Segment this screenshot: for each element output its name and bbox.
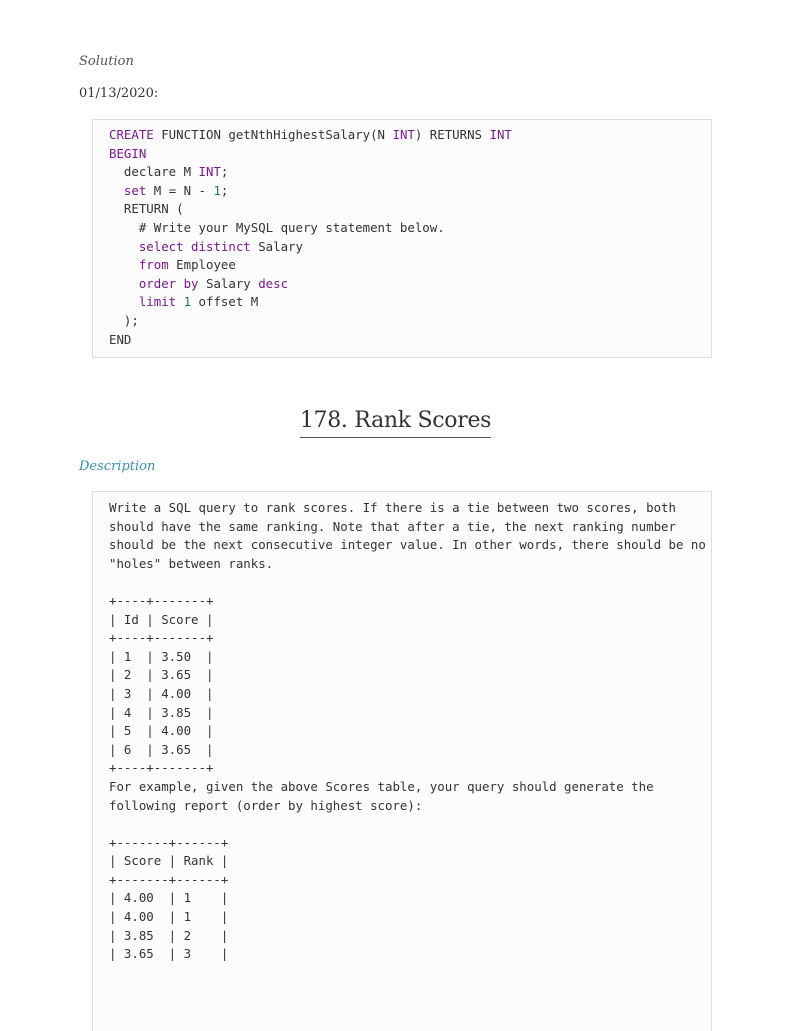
code-token [109,257,139,272]
description-text: Write a SQL query to rank scores. If there is a tie between two scores, both should have the same ranking. Note that after a tie, the next ranking number should be the next consecutive integer value. In other words, there should be no "holes" between ranks. +----+-------+ | Id | Score | +----+-------+ | 1 | 3.50 | | 2 | 3.65 | | 3 | 4.00 | | 4 | 3.85 | | 5 | 4.00 | | 6 | 3.65 | +----+-------+ For example, given the above Scores table, your query should generate the following report (order by highest score): +-------+------+ | Score | Rank | +-------+------+ | 4.00 | 1 | | 4.00 | 1 | | 3.85 | 2 | | 3.65 | 3 | [109,500,706,962]
solution-code-block [92,119,712,358]
solution-date: 01/13/2020: [79,86,159,101]
solution-label: Solution [79,54,134,69]
code-token: ; [220,164,229,180]
code-token: set [123,182,147,198]
code-token: ); [109,312,139,328]
code-token: # Write your MySQL query statement below. [109,219,445,235]
code-token: INT [489,127,512,142]
code-token: ) RETURNS [414,127,490,142]
code-token: INT [198,164,221,180]
code-token: desc [258,275,289,291]
code-token: M = N - [146,182,214,198]
code-token: ; [220,182,229,198]
code-token: CREATE [109,127,154,142]
code-token: from [138,257,169,273]
code-token: Salary [250,238,303,254]
code-token: offset M [191,294,259,310]
code-token [109,183,124,198]
solution-code [109,126,711,349]
code-token: 1 [183,294,192,310]
code-token: declare M [109,164,199,180]
problem-title-wrap [0,408,791,438]
code-token [176,294,183,309]
code-token: RETURN ( [109,201,184,217]
problem-title: 178. Rank Scores [300,408,491,438]
description-label: Description [79,459,156,474]
code-token: END [109,331,132,347]
code-token: Salary [198,275,259,291]
code-token: order by [138,275,199,291]
code-token: Employee [168,257,236,273]
code-token [109,276,139,291]
code-token: 1 [213,182,221,198]
code-token: select distinct [138,238,251,254]
description-code-block [92,491,712,1031]
code-token: INT [392,127,415,142]
code-token: FUNCTION getNthHighestSalary(N [153,127,393,142]
code-token [109,294,139,309]
code-token: limit [138,294,177,310]
code-token [109,239,139,254]
code-token: BEGIN [109,145,147,161]
